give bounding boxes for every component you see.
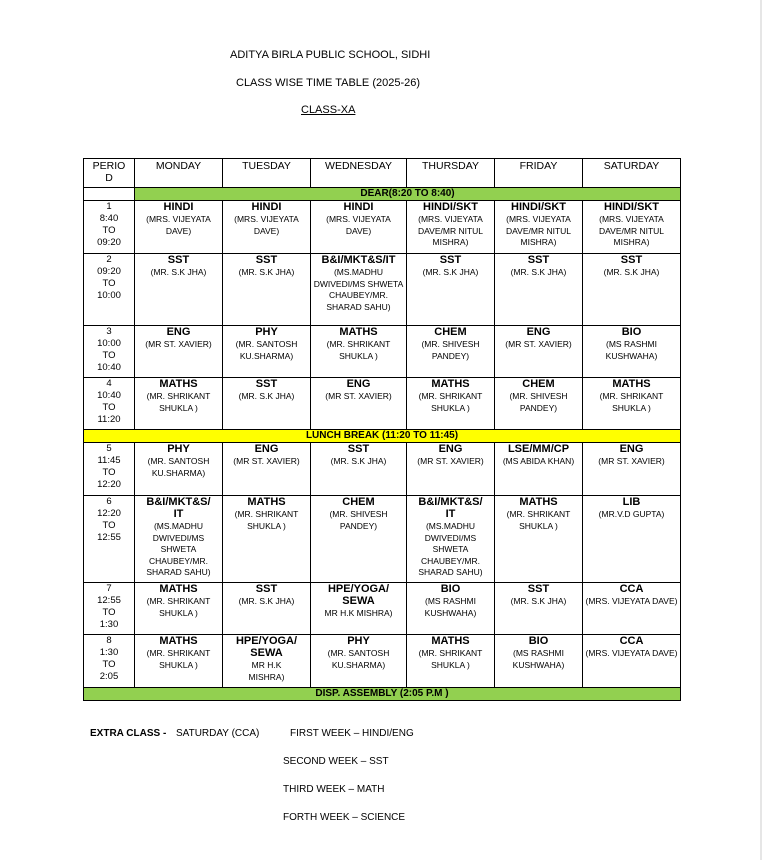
lesson-cell	[495, 583, 583, 635]
subject-label: MATHS	[612, 378, 651, 390]
school-name: ADITYA BIRLA PUBLIC SCHOOL, SIDHI	[230, 49, 431, 61]
subject-label: MATHS	[431, 378, 470, 390]
lesson-cell	[407, 443, 495, 496]
teacher-label: (MR. SHRIKANT SHUKLA )	[234, 509, 299, 531]
teacher-label: (MR ST. XAVIER)	[325, 391, 392, 401]
teacher-label: (MR. SHRIKANT SHUKLA )	[146, 648, 211, 670]
dispersal-band: DISP. ASSEMBLY (2:05 P.M )	[84, 688, 681, 701]
timetable-title: CLASS WISE TIME TABLE (2025-26)	[236, 77, 421, 89]
subject-label: MATHS	[159, 378, 198, 390]
subject-label: ENG	[254, 443, 279, 455]
teacher-label: (MR. SANTOSH KU.SHARMA)	[327, 648, 390, 670]
period-cell: 1 8:40 TO 09:20	[84, 201, 135, 254]
teacher-label: (MRS. VIJEYATA DAVE/MR NITUL MISHRA)	[598, 214, 665, 247]
lesson-cell	[495, 201, 583, 254]
teacher-label: (MR. SANTOSH KU.SHARMA)	[147, 456, 210, 478]
period-cell: 5 11:45 TO 12:20	[84, 443, 135, 496]
subject-label: MATHS	[431, 635, 470, 647]
lesson-cell	[495, 443, 583, 496]
teacher-label: (MS.MADHU DWIVEDI/MS SHWETA CHAUBEY/MR. SHARAD SAHU)	[146, 521, 211, 577]
lesson-cell	[223, 496, 311, 583]
lesson-cell	[311, 254, 407, 326]
lesson-cell	[311, 201, 407, 254]
teacher-label: (MS ABIDA KHAN)	[502, 456, 575, 466]
period-row	[84, 443, 681, 496]
lesson-cell	[135, 635, 223, 688]
period-row	[84, 201, 681, 254]
subject-label: CHEM	[522, 378, 555, 390]
teacher-label: (MR. SHRIKANT SHUKLA )	[506, 509, 571, 531]
subject-label: BIO	[440, 583, 461, 595]
subject-label: HINDI	[343, 201, 374, 213]
teacher-label: (MR. S.K JHA)	[150, 267, 207, 277]
col-header-monday: MONDAY	[135, 159, 223, 188]
header-row	[84, 159, 681, 188]
subject-label: ENG	[438, 443, 463, 455]
timetable	[83, 158, 681, 701]
period-row	[84, 635, 681, 688]
teacher-label: (MS RASHMI KUSHWAHA)	[424, 596, 477, 618]
teacher-label: (MR. S.K JHA)	[238, 267, 295, 277]
period-cell: 4 10:40 TO 11:20	[84, 378, 135, 430]
lesson-cell	[407, 326, 495, 378]
teacher-label: (MRS. VIJEYATA DAVE/MR NITUL MISHRA)	[417, 214, 484, 247]
subject-label: CHEM	[434, 326, 467, 338]
teacher-label: MR H.K MISHRA)	[248, 660, 285, 682]
lesson-cell	[495, 326, 583, 378]
lesson-cell	[583, 378, 681, 430]
lesson-cell	[135, 254, 223, 326]
lesson-cell	[583, 443, 681, 496]
teacher-label: (MR. SHIVESH PANDEY)	[421, 339, 480, 361]
subject-label: SST	[620, 254, 643, 266]
period-cell: 8 1:30 TO 2:05	[84, 635, 135, 688]
dispersal-band-row	[84, 688, 681, 701]
subject-label: SST	[167, 254, 190, 266]
subject-label: CCA	[619, 583, 644, 595]
lesson-cell	[495, 254, 583, 326]
dear-band: DEAR(8:20 TO 8:40)	[135, 188, 681, 201]
teacher-label: (MRS. VIJEYATA DAVE/MR NITUL MISHRA)	[505, 214, 572, 247]
subject-label: ENG	[526, 326, 551, 338]
subject-label: HINDI/SKT	[423, 201, 478, 213]
col-header-tuesday: TUESDAY	[223, 159, 311, 188]
class-name: CLASS-XA	[301, 104, 356, 116]
teacher-label: (MRS. VIJEYATA DAVE)	[326, 214, 391, 236]
lesson-cell	[223, 326, 311, 378]
teacher-label: (MR. S.K JHA)	[603, 267, 660, 277]
lesson-cell	[223, 254, 311, 326]
extra-week-3: THIRD WEEK – MATH	[283, 784, 385, 795]
teacher-label: (MS.MADHU DWIVEDI/MS SHWETA CHAUBEY/MR. SHARAD SAHU)	[418, 521, 483, 577]
lesson-cell	[135, 201, 223, 254]
teacher-label: (MS RASHMI KUSHWAHA)	[512, 648, 565, 670]
teacher-label: (MRS. VIJEYATA DAVE)	[585, 648, 678, 658]
subject-label: SST	[527, 254, 550, 266]
col-header-period: PERIO D	[84, 159, 135, 188]
teacher-label: (MRS. VIJEYATA DAVE)	[234, 214, 299, 236]
extra-week-1: FIRST WEEK – HINDI/ENG	[290, 728, 414, 739]
subject-label: SST	[527, 583, 550, 595]
subject-label: LSE/MM/CP	[507, 443, 570, 455]
lesson-cell	[583, 496, 681, 583]
subject-label: HINDI/SKT	[604, 201, 659, 213]
teacher-label: (MR. SHRIKANT SHUKLA )	[418, 391, 483, 413]
subject-label: HINDI/SKT	[511, 201, 566, 213]
teacher-label: (MR. S.K JHA)	[238, 596, 295, 606]
subject-label: CHEM	[342, 496, 375, 508]
lesson-cell	[407, 201, 495, 254]
teacher-label: (MR. S.K JHA)	[238, 391, 295, 401]
subject-label: CCA	[619, 635, 644, 647]
lesson-cell	[135, 326, 223, 378]
teacher-label: (MRS. VIJEYATA DAVE)	[585, 596, 678, 606]
subject-label: MATHS	[159, 635, 198, 647]
period-row	[84, 583, 681, 635]
subject-label: BIO	[621, 326, 642, 338]
lesson-cell	[583, 254, 681, 326]
lesson-cell	[311, 583, 407, 635]
period-row	[84, 326, 681, 378]
lesson-cell	[135, 443, 223, 496]
lesson-cell	[135, 378, 223, 430]
teacher-label: (MR. SHIVESH PANDEY)	[509, 391, 568, 413]
subject-label: ENG	[166, 326, 191, 338]
lunch-band: LUNCH BREAK (11:20 TO 11:45)	[84, 430, 681, 443]
subject-label: HPE/YOGA/ SEWA	[235, 635, 298, 659]
dear-band-row	[84, 188, 681, 201]
lesson-cell	[407, 254, 495, 326]
period-row	[84, 378, 681, 430]
teacher-label: (MR. SHRIKANT SHUKLA )	[146, 596, 211, 618]
lesson-cell	[135, 583, 223, 635]
teacher-label: (MRS. VIJEYATA DAVE)	[146, 214, 211, 236]
lesson-cell	[223, 201, 311, 254]
subject-label: PHY	[255, 326, 278, 338]
extra-week-2: SECOND WEEK – SST	[283, 756, 389, 767]
teacher-label: (MR ST. XAVIER)	[233, 456, 300, 466]
subject-label: SST	[347, 443, 370, 455]
period-row	[84, 496, 681, 583]
period-row	[84, 254, 681, 326]
period-cell: 6 12:20 TO 12:55	[84, 496, 135, 583]
teacher-label: (MR. SHRIKANT SHUKLA )	[146, 391, 211, 413]
teacher-label: (MR ST. XAVIER)	[598, 456, 665, 466]
subject-label: B&I/MKT&S/ IT	[418, 496, 483, 520]
subject-label: SST	[255, 583, 278, 595]
teacher-label: (MR.V.D GUPTA)	[598, 509, 665, 519]
teacher-label: (MR ST. XAVIER)	[505, 339, 572, 349]
subject-label: MATHS	[159, 583, 198, 595]
subject-label: ENG	[346, 378, 371, 390]
lesson-cell	[223, 443, 311, 496]
lesson-cell	[407, 496, 495, 583]
lesson-cell	[583, 583, 681, 635]
lesson-cell	[223, 583, 311, 635]
lesson-cell	[495, 496, 583, 583]
extra-class-label: EXTRA CLASS -	[90, 728, 167, 739]
lesson-cell	[311, 378, 407, 430]
col-header-saturday: SATURDAY	[583, 159, 681, 188]
subject-label: B&I/MKT&S/IT	[321, 254, 396, 266]
col-header-thursday: THURSDAY	[407, 159, 495, 188]
subject-label: MATHS	[247, 496, 286, 508]
period-cell: 7 12:55 TO 1:30	[84, 583, 135, 635]
col-header-friday: FRIDAY	[495, 159, 583, 188]
teacher-label: (MR. SANTOSH KU.SHARMA)	[235, 339, 298, 361]
subject-label: LIB	[622, 496, 641, 508]
lesson-cell	[583, 201, 681, 254]
teacher-label: (MR. SHRIKANT SHUKLA )	[599, 391, 664, 413]
lesson-cell	[495, 378, 583, 430]
subject-label: ENG	[619, 443, 644, 455]
teacher-label: (MR. S.K JHA)	[422, 267, 479, 277]
lesson-cell	[407, 378, 495, 430]
lesson-cell	[583, 326, 681, 378]
teacher-label: (MR. SHIVESH PANDEY)	[329, 509, 388, 531]
extra-class-day: SATURDAY (CCA)	[176, 728, 260, 739]
subject-label: MATHS	[519, 496, 558, 508]
lesson-cell	[407, 635, 495, 688]
teacher-label: (MR. S.K JHA)	[330, 456, 387, 466]
lesson-cell	[223, 635, 311, 688]
teacher-label: (MR. SHRIKANT SHUKLA )	[326, 339, 391, 361]
lesson-cell	[311, 326, 407, 378]
subject-label: PHY	[167, 443, 190, 455]
lesson-cell	[583, 635, 681, 688]
teacher-label: (MR ST. XAVIER)	[145, 339, 212, 349]
extra-week-4: FORTH WEEK – SCIENCE	[283, 812, 406, 823]
teacher-label: (MR. SHRIKANT SHUKLA )	[418, 648, 483, 670]
teacher-label: (MR. S.K JHA)	[510, 267, 567, 277]
subject-label: PHY	[347, 635, 370, 647]
lesson-cell	[223, 378, 311, 430]
teacher-label: MR H.K MISHRA)	[324, 608, 393, 618]
teacher-label: (MS RASHMI KUSHWAHA)	[605, 339, 658, 361]
teacher-label: (MR. S.K JHA)	[510, 596, 567, 606]
teacher-label: (MS.MADHU DWIVEDI/MS SHWETA CHAUBEY/MR. SHARAD SAHU)	[313, 267, 404, 312]
lesson-cell	[407, 583, 495, 635]
subject-label: B&I/MKT&S/ IT	[146, 496, 211, 520]
band-period-cell	[84, 188, 135, 201]
lesson-cell	[311, 443, 407, 496]
lesson-cell	[135, 496, 223, 583]
period-cell: 2 09:20 TO 10:00	[84, 254, 135, 326]
subject-label: HPE/YOGA/ SEWA	[327, 583, 390, 607]
lunch-band-row	[84, 430, 681, 443]
subject-label: BIO	[528, 635, 549, 647]
teacher-label: (MR ST. XAVIER)	[417, 456, 484, 466]
lesson-cell	[495, 635, 583, 688]
subject-label: HINDI	[251, 201, 282, 213]
subject-label: SST	[255, 254, 278, 266]
lesson-cell	[311, 635, 407, 688]
subject-label: HINDI	[163, 201, 194, 213]
subject-label: MATHS	[339, 326, 378, 338]
lesson-cell	[311, 496, 407, 583]
subject-label: SST	[255, 378, 278, 390]
col-header-wednesday: WEDNESDAY	[311, 159, 407, 188]
subject-label: SST	[439, 254, 462, 266]
period-cell: 3 10:00 TO 10:40	[84, 326, 135, 378]
